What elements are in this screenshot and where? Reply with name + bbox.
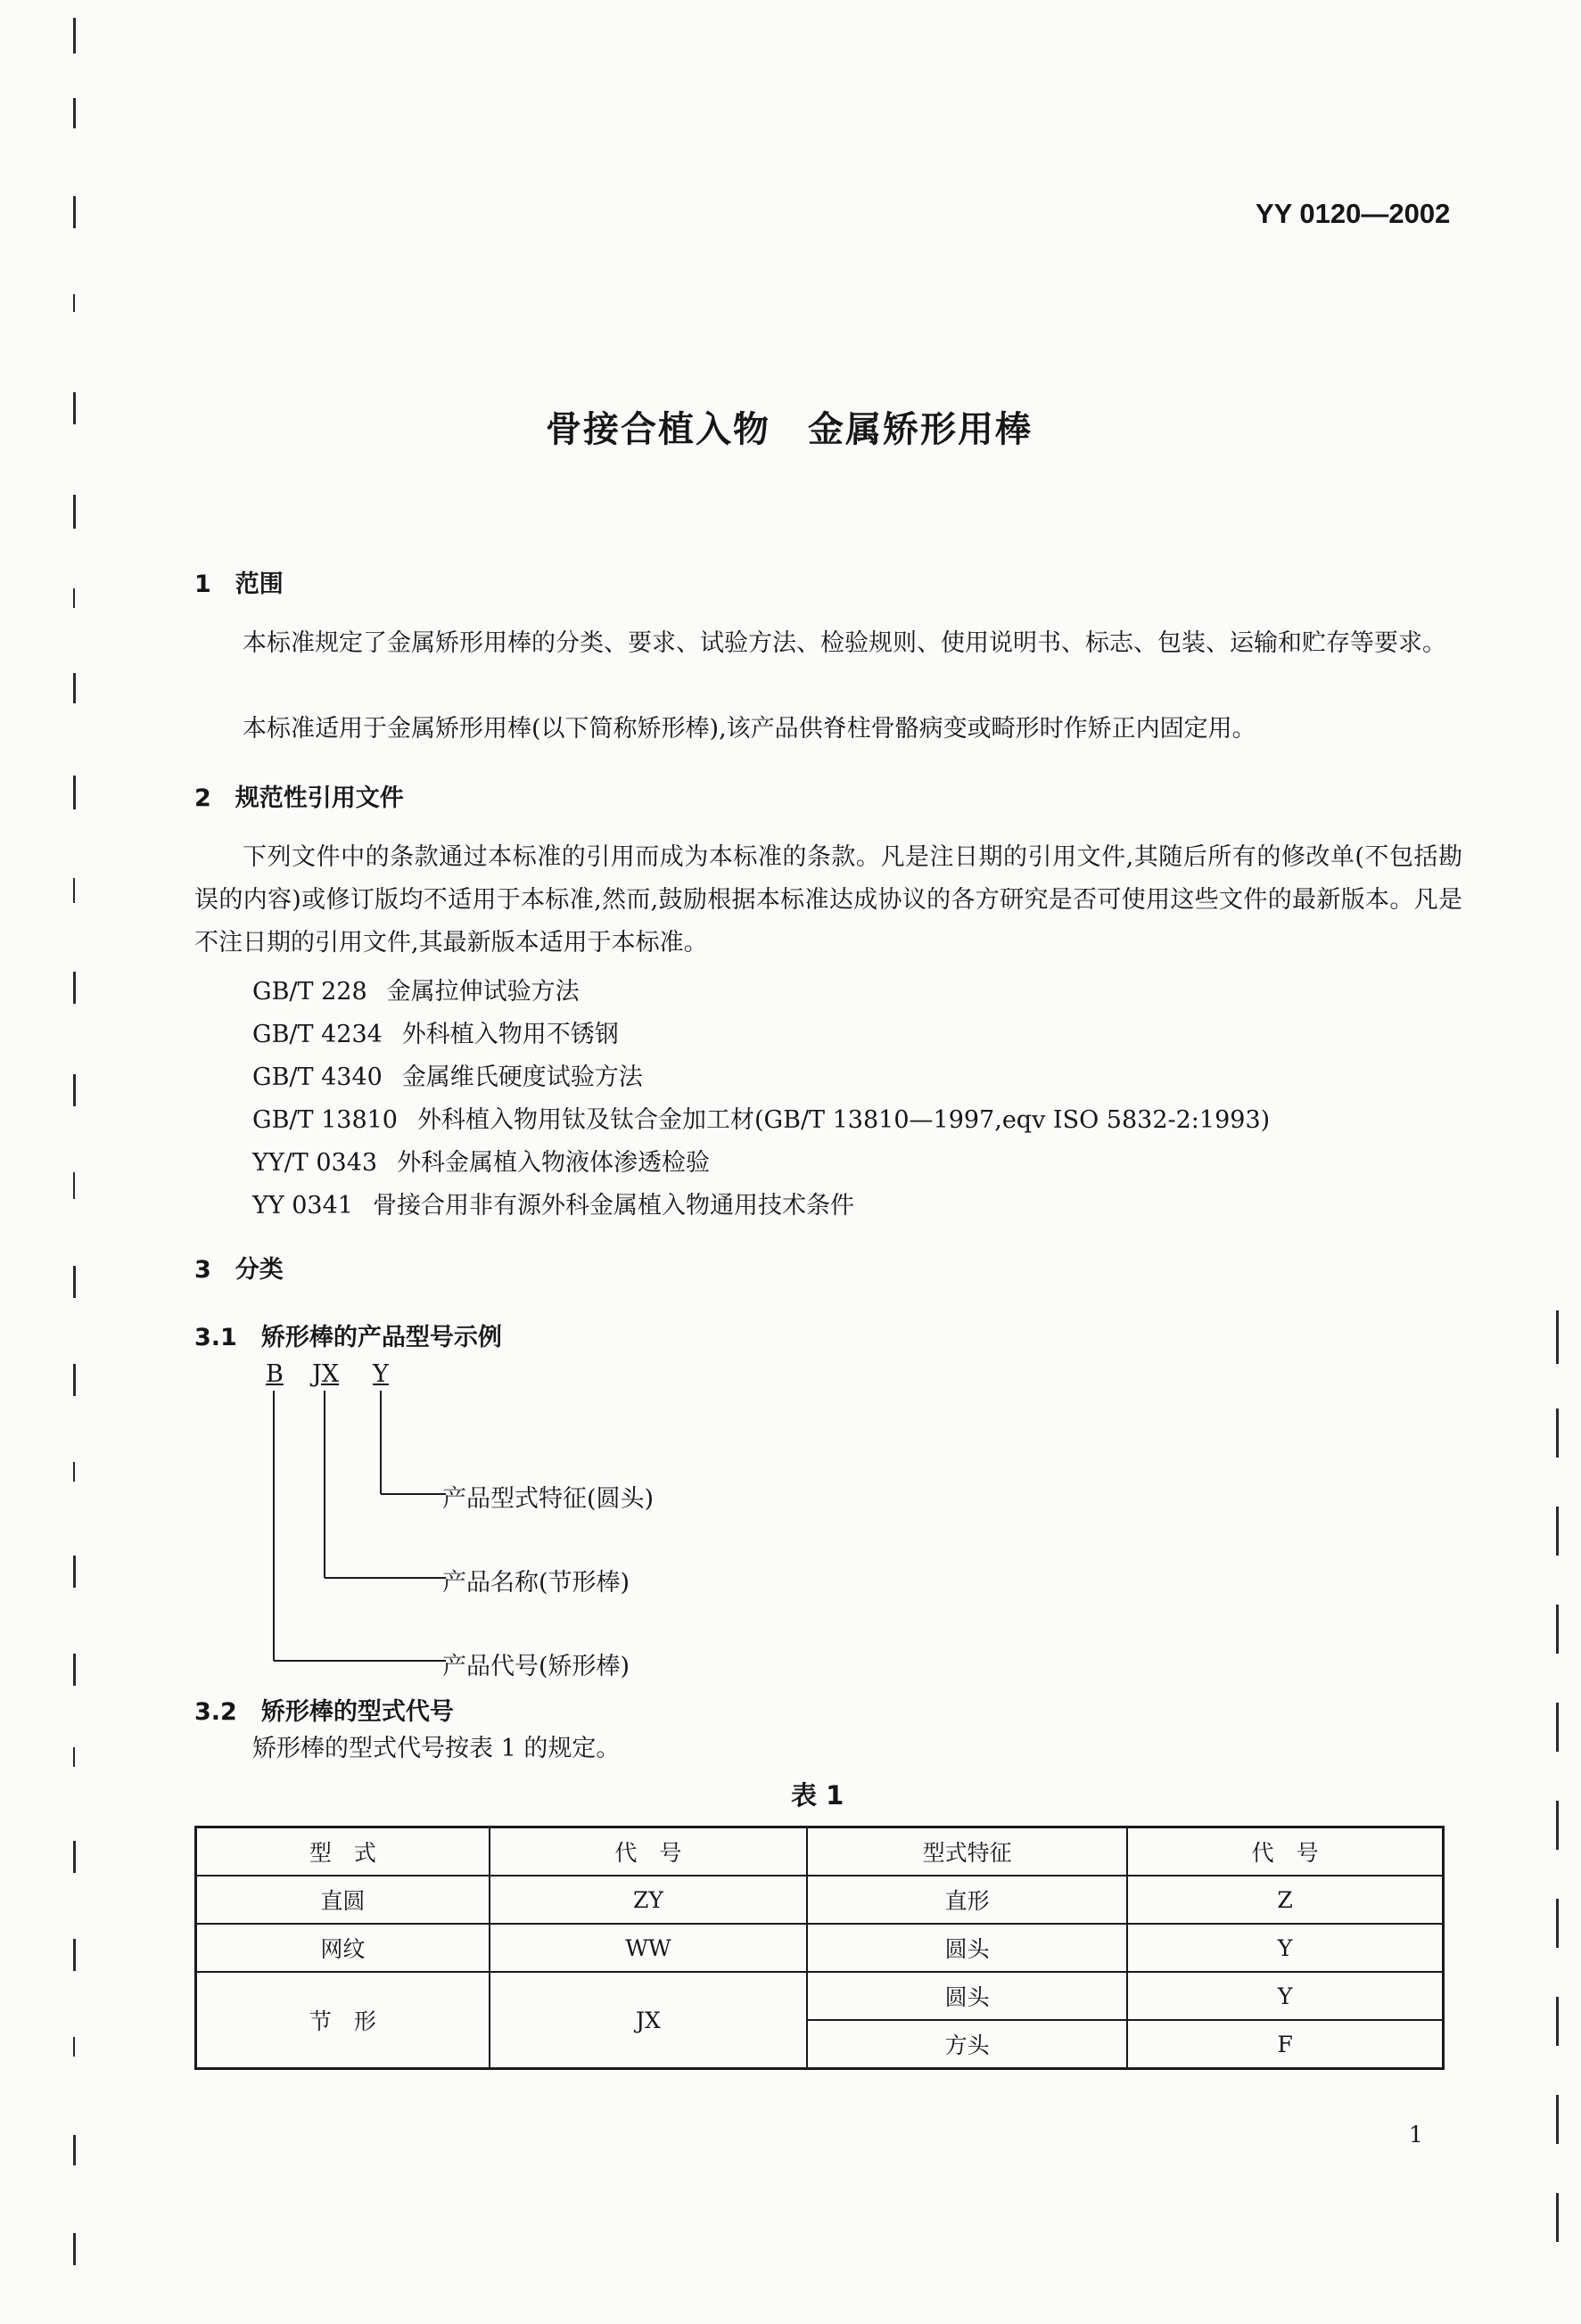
code-y: Y bbox=[373, 1360, 389, 1388]
header-cell: 代 号 bbox=[490, 1827, 807, 1876]
table-1 bbox=[194, 1826, 1445, 2070]
section-number: 3 bbox=[194, 1256, 211, 1284]
section-number: 1 bbox=[194, 571, 211, 598]
code-jx: JX bbox=[312, 1360, 340, 1388]
header-cell: 代 号 bbox=[1127, 1827, 1443, 1876]
reference-item bbox=[252, 1186, 854, 1220]
page-number: 1 bbox=[1409, 2122, 1423, 2147]
section-number: 3.2 bbox=[194, 1698, 237, 1726]
reference-title: 骨接合用非有源外科金属植入物通用技术条件 bbox=[372, 1192, 854, 1219]
code-cell: WW bbox=[490, 1924, 807, 1972]
reference-title: 外科植入物用不锈钢 bbox=[401, 1021, 619, 1048]
feature-cell: 方头 bbox=[807, 2020, 1127, 2069]
type-cell: 网纹 bbox=[196, 1924, 490, 1972]
feature-cell: 直形 bbox=[807, 1876, 1127, 1924]
header-cell: 型式特征 bbox=[807, 1827, 1127, 1876]
section-number: 3.1 bbox=[194, 1324, 237, 1351]
title-part1: 骨接合植入物 bbox=[546, 409, 770, 450]
section-1-heading bbox=[194, 564, 284, 599]
reference-code: GB/T 4340 bbox=[252, 1063, 383, 1091]
reference-code: GB/T 13810 bbox=[252, 1106, 398, 1134]
label-name: 产品名称(节形棒) bbox=[442, 1569, 630, 1597]
feature-code-cell: F bbox=[1127, 2020, 1443, 2069]
reference-item bbox=[252, 972, 580, 1006]
reference-title: 外科金属植入物液体渗透检验 bbox=[397, 1149, 711, 1177]
section-title: 分类 bbox=[235, 1256, 284, 1284]
feature-code-cell: Y bbox=[1127, 1924, 1443, 1972]
section-title: 范围 bbox=[235, 571, 284, 598]
label-feature: 产品型式特征(圆头) bbox=[442, 1485, 655, 1513]
reference-code: YY/T 0343 bbox=[252, 1149, 378, 1177]
feature-cell: 圆头 bbox=[807, 1972, 1127, 2020]
header-cell: 型 式 bbox=[196, 1827, 490, 1876]
table-row bbox=[196, 1924, 1444, 1972]
reference-item bbox=[252, 1143, 710, 1178]
section-3-heading bbox=[194, 1250, 284, 1285]
table-row bbox=[196, 1876, 1444, 1924]
reference-title: 金属拉伸试验方法 bbox=[386, 978, 580, 1006]
code-cell: JX bbox=[490, 1972, 807, 2069]
feature-code-cell: Y bbox=[1127, 1972, 1443, 2020]
section-3-2-paragraph: 矫形棒的型式代号按表 1 的规定。 bbox=[252, 1735, 621, 1762]
feature-code-cell: Z bbox=[1127, 1876, 1443, 1924]
reference-item bbox=[252, 1100, 1270, 1135]
table-caption: 表 1 bbox=[791, 1780, 844, 1811]
reference-item bbox=[252, 1057, 643, 1092]
section-3-1-heading bbox=[194, 1318, 502, 1352]
reference-item bbox=[252, 1014, 619, 1049]
section-2-paragraph-1: 下列文件中的条款通过本标准的引用而成为本标准的条款。凡是注日期的引用文件,其随后所有的修改单(不包括勘误的内容)或修订版均不适用于本标准,然而,鼓励根据本标准达成协议的各方研究是否可使用这些文件的最新版本。凡是不注日期的引用文件,其最新版本适用于本标准。 bbox=[194, 843, 1462, 957]
reference-code: GB/T 4234 bbox=[252, 1021, 383, 1048]
feature-cell: 圆头 bbox=[807, 1924, 1127, 1972]
reference-title: 金属维氏硬度试验方法 bbox=[401, 1063, 643, 1091]
designation-leader-lines bbox=[259, 1389, 455, 1674]
table-header-row bbox=[196, 1827, 1444, 1876]
code-b: B bbox=[266, 1360, 284, 1388]
section-3-2-heading bbox=[194, 1692, 454, 1727]
table-row bbox=[196, 1972, 1444, 2020]
section-title: 规范性引用文件 bbox=[235, 784, 404, 812]
title-part2: 金属矫形用棒 bbox=[808, 409, 1033, 450]
section-1-paragraph-1: 本标准规定了金属矫形用棒的分类、要求、试验方法、检验规则、使用说明书、标志、包装、运输和贮存等要求。 bbox=[243, 629, 1446, 657]
label-code: 产品代号(矫形棒) bbox=[442, 1653, 630, 1680]
reference-code: GB/T 228 bbox=[252, 978, 367, 1006]
reference-code: YY 0341 bbox=[252, 1192, 353, 1219]
code-cell: ZY bbox=[490, 1876, 807, 1924]
section-2-heading bbox=[194, 778, 404, 813]
type-cell: 节 形 bbox=[196, 1972, 490, 2069]
section-title: 矫形棒的型式代号 bbox=[260, 1698, 454, 1726]
section-title: 矫形棒的产品型号示例 bbox=[260, 1324, 502, 1351]
reference-title: 外科植入物用钛及钛合金加工材(GB/T 13810—1997,eqv ISO 5832-2:1993) bbox=[417, 1106, 1271, 1134]
document-number: YY 0120—2002 bbox=[1256, 198, 1451, 229]
section-1-paragraph-2: 本标准适用于金属矫形用棒(以下简称矫形棒),该产品供脊柱骨骼病变或畸形时作矫正内固定用。 bbox=[243, 715, 1256, 743]
type-cell: 直圆 bbox=[196, 1876, 490, 1924]
document-title bbox=[546, 401, 1033, 452]
section-number: 2 bbox=[194, 784, 211, 812]
